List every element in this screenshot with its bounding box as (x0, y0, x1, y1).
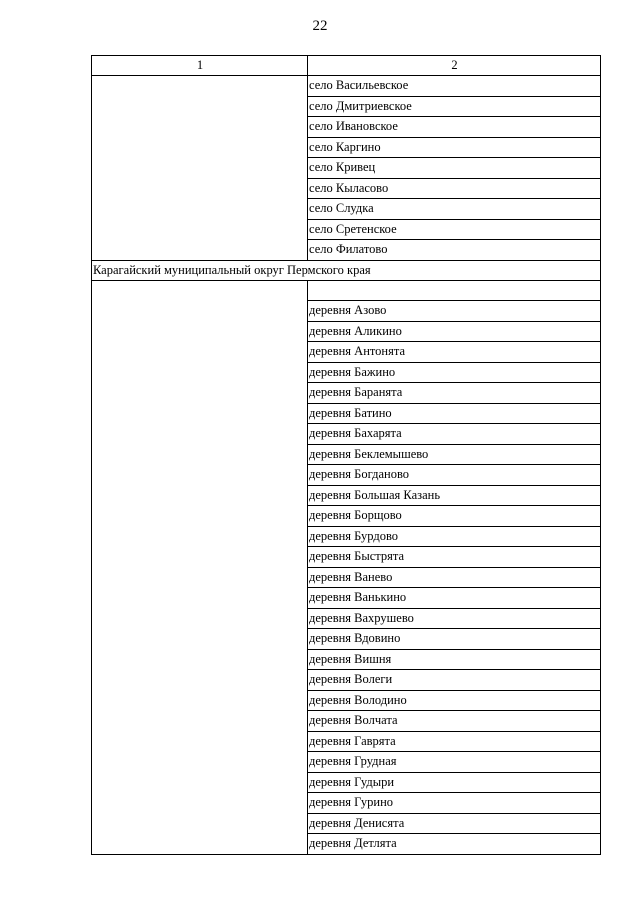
table-row (92, 281, 601, 301)
settlement-cell: деревня Большая Казань (308, 485, 601, 506)
settlement-cell: деревня Володино (308, 690, 601, 711)
settlement-cell: деревня Ванькино (308, 588, 601, 609)
settlement-cell: деревня Баранята (308, 383, 601, 404)
settlement-cell: деревня Беклемышево (308, 444, 601, 465)
settlement-cell: деревня Бажино (308, 362, 601, 383)
settlement-cell: деревня Гаврята (308, 731, 601, 752)
settlement-cell: деревня Грудная (308, 752, 601, 773)
settlement-cell: село Дмитриевское (308, 96, 601, 117)
empty-cell (92, 76, 308, 261)
table-row (92, 76, 601, 97)
empty-cell (92, 281, 308, 855)
settlement-cell: деревня Гудыри (308, 772, 601, 793)
settlement-cell: деревня Ванево (308, 567, 601, 588)
settlement-cell: деревня Волеги (308, 670, 601, 691)
column-header-1: 1 (92, 56, 308, 76)
settlement-cell: деревня Вдовино (308, 629, 601, 650)
settlement-cell: деревня Антонята (308, 342, 601, 363)
settlement-cell: село Кривец (308, 158, 601, 179)
settlement-cell: деревня Аликино (308, 321, 601, 342)
settlements-table (91, 55, 601, 855)
settlement-cell: деревня Гурино (308, 793, 601, 814)
settlement-cell: деревня Быстрята (308, 547, 601, 568)
settlement-cell: село Слудка (308, 199, 601, 220)
settlement-cell: деревня Борщово (308, 506, 601, 527)
settlement-cell: деревня Вишня (308, 649, 601, 670)
settlement-cell: деревня Бурдово (308, 526, 601, 547)
settlement-cell: село Каргино (308, 137, 601, 158)
empty-cell (308, 281, 601, 301)
settlement-cell: деревня Денисята (308, 813, 601, 834)
column-header-2: 2 (308, 56, 601, 76)
page-number: 22 (312, 18, 328, 34)
settlement-cell: деревня Богданово (308, 465, 601, 486)
settlement-cell: деревня Батино (308, 403, 601, 424)
settlement-cell: село Сретенское (308, 219, 601, 240)
settlement-cell: село Ивановское (308, 117, 601, 138)
district-name: Карагайский муниципальный округ Пермского края (92, 260, 601, 281)
settlement-cell: село Кыласово (308, 178, 601, 199)
settlement-cell: село Филатово (308, 240, 601, 261)
settlement-cell: деревня Вахрушево (308, 608, 601, 629)
district-row (92, 260, 601, 281)
settlement-cell: деревня Бахарята (308, 424, 601, 445)
table-header-row (92, 56, 601, 76)
settlement-cell: деревня Азово (308, 301, 601, 322)
settlement-cell: село Васильевское (308, 76, 601, 97)
settlement-cell: деревня Волчата (308, 711, 601, 732)
settlement-cell: деревня Детлята (308, 834, 601, 855)
